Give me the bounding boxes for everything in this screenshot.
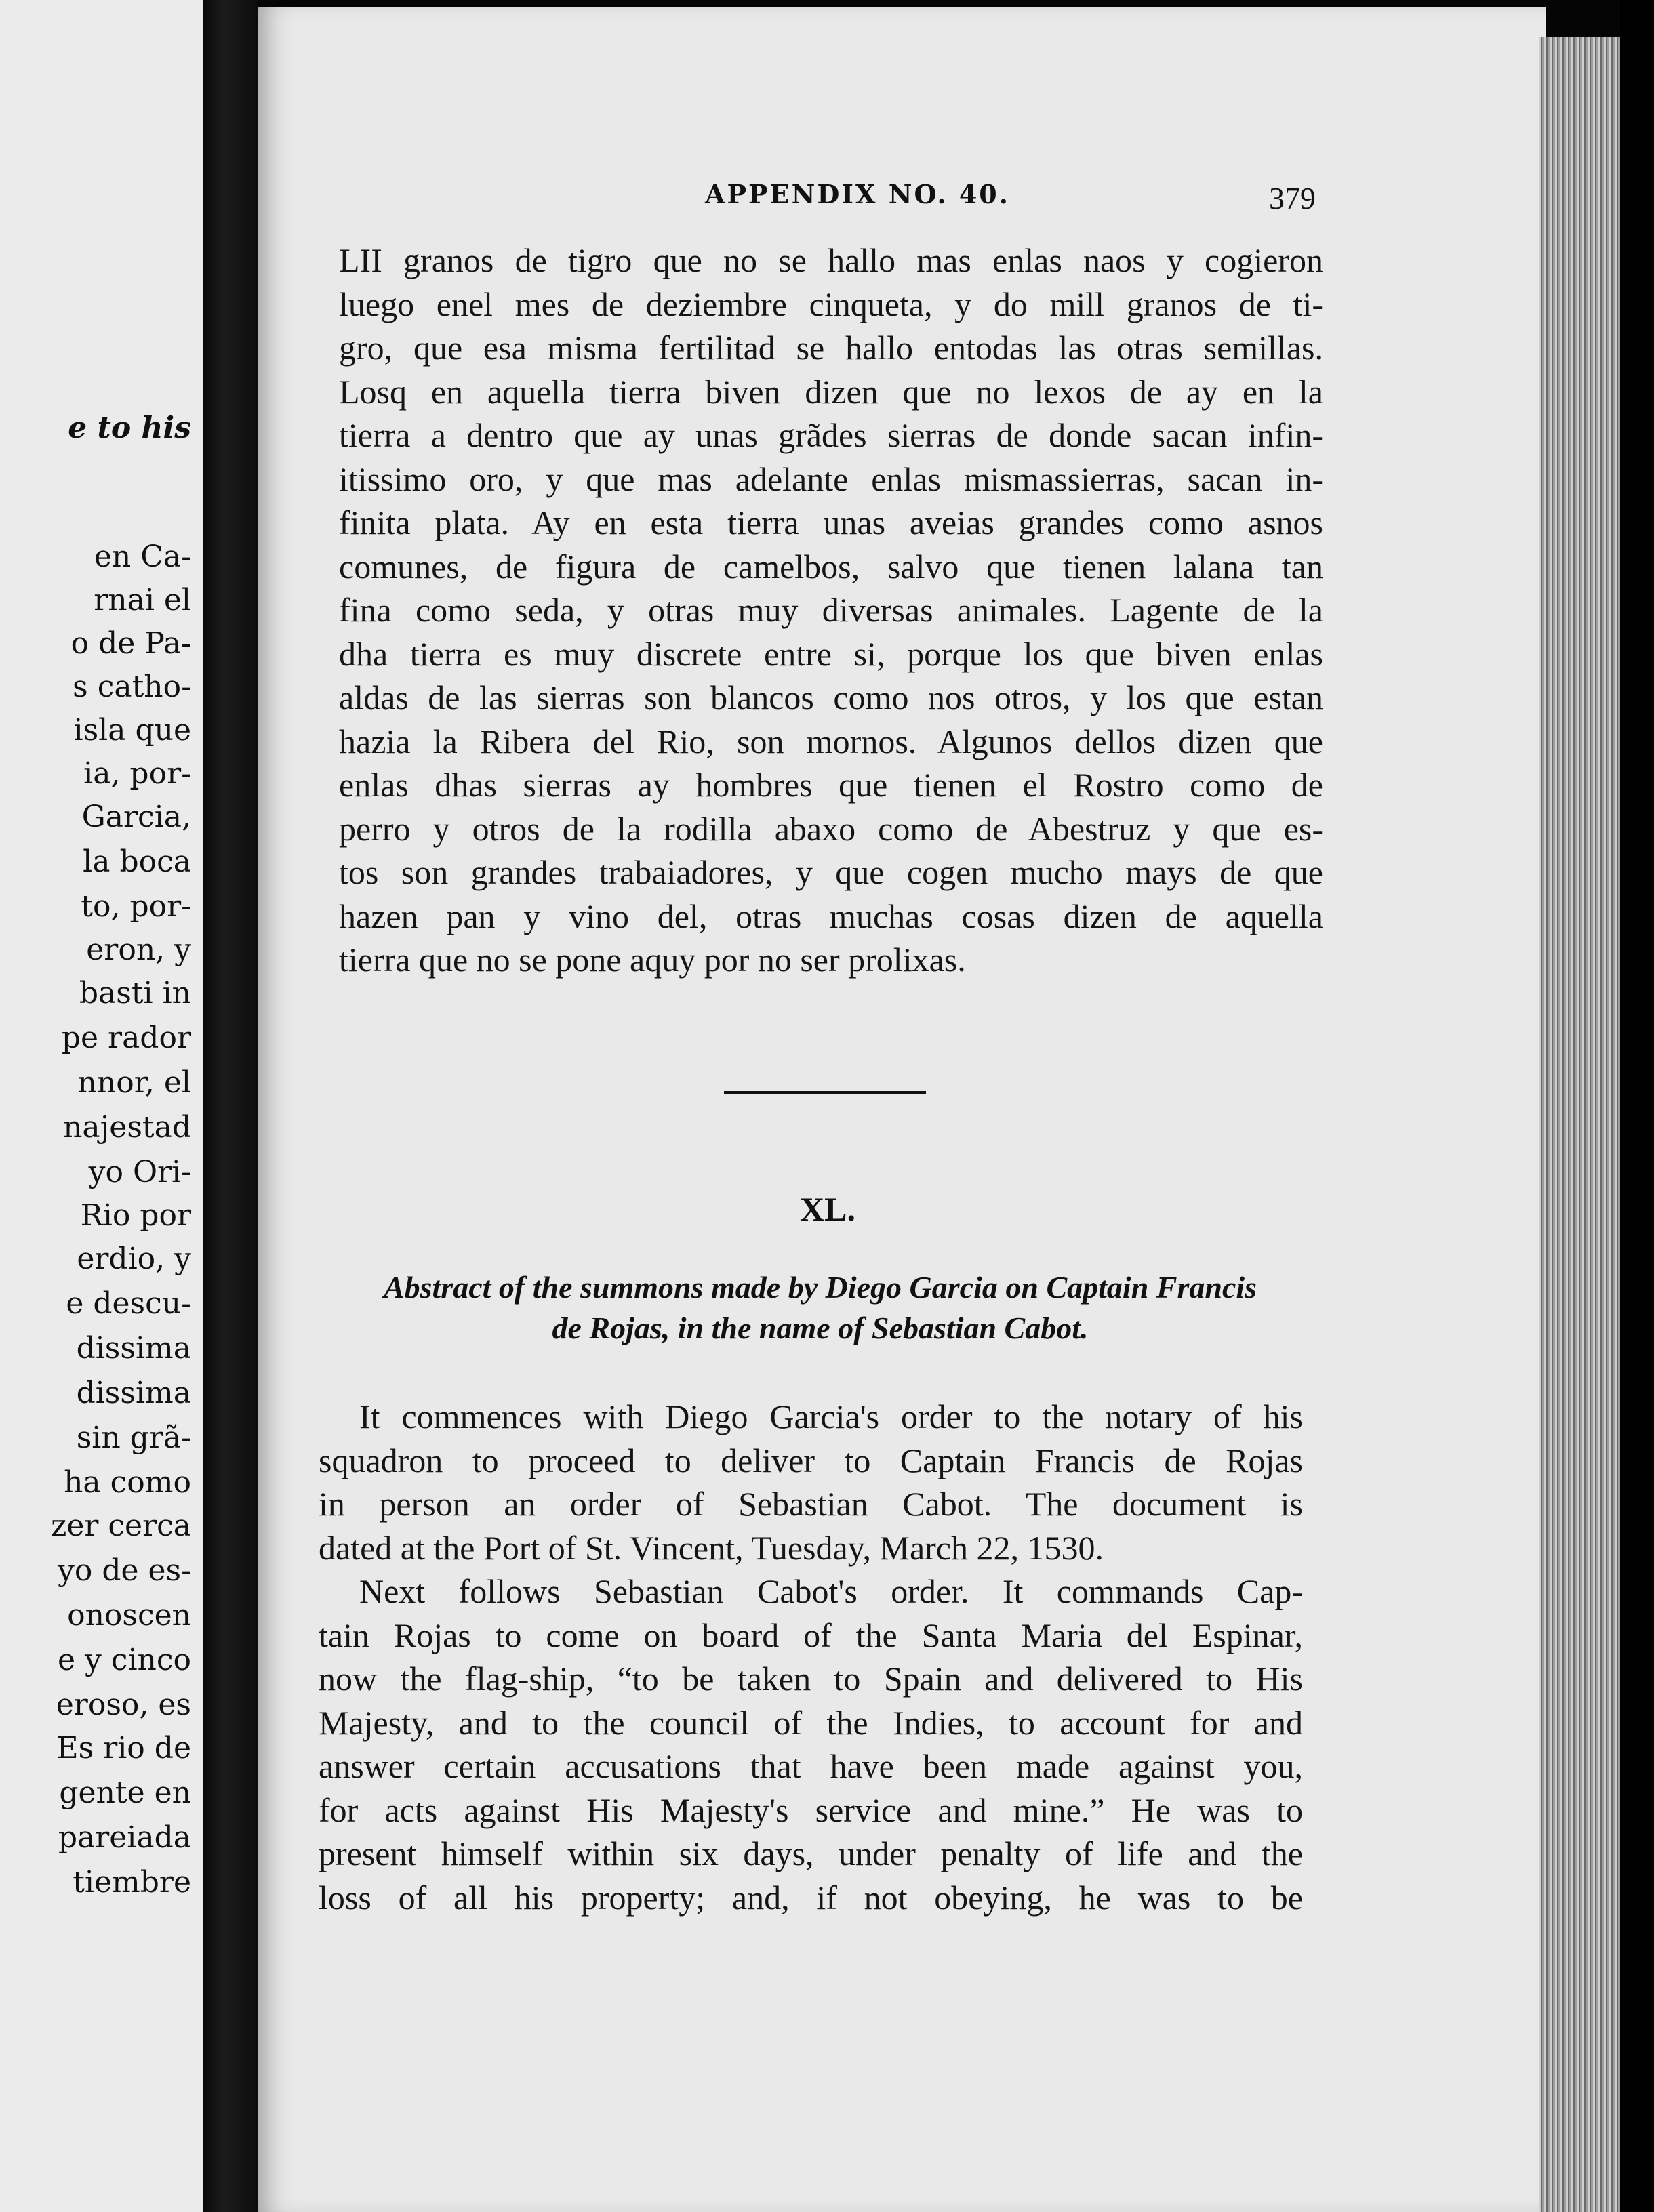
text-line: aldas de las sierras son blancos como nos otros, y los que estan [339,678,1323,716]
text-line: tain Rojas to come on board of the Santa Maria del Espinar, [319,1616,1303,1654]
text-line: LII granos de tigro que no se hallo mas enlas naos y cogieron [339,241,1323,279]
text-line: now the flag-ship, “to be taken to Spain and delivered to His [319,1660,1303,1698]
left-page-line: pe rador [61,1021,191,1055]
section-divider [724,1091,926,1094]
text-line: dha tierra es muy discrete entre si, porque los que biven enlas [339,634,1323,673]
left-page-line: gente en [59,1776,191,1810]
text-line: in person an order of Sebastian Cabot. The document is [319,1485,1303,1523]
left-page-line: s catho- [73,670,191,704]
left-page-line: e descu- [66,1286,191,1321]
left-page-line: eroso, es [56,1687,191,1722]
text-line: It commences with Diego Garcia's order to the notary of his [359,1397,1303,1435]
section-title-line: de Rojas, in the name of Sebastian Cabot. [552,1311,1089,1345]
left-page-line: dissima [76,1376,191,1410]
background-edge [1620,0,1654,2212]
text-line: luego enel mes de deziembre cinqueta, y do mill granos de ti- [339,285,1323,323]
text-line: comunes, de figura de camelbos, salvo que tienen lalana tan [339,547,1323,586]
left-page-line: zer cerca [51,1509,191,1543]
text-line: answer certain accusations that have been made against you, [319,1747,1303,1785]
left-page-line: to, por- [81,889,191,924]
text-line: enlas dhas sierras ay hombres que tienen el Rostro como de [339,766,1323,804]
text-line: gro, que esa misma fertilitad se hallo entodas las otras semillas. [339,329,1323,367]
text-line: tierra a dentro que ay unas grãdes sierras de donde sacan infin- [339,416,1323,454]
left-page-line: Rio por [80,1198,191,1233]
book-gutter [203,0,258,2212]
text-line: itissimo oro, y que mas adelante enlas mismassierras, sacan in- [339,459,1323,498]
text-line: loss of all his property; and, if not obeying, he was to be [319,1878,1303,1917]
left-page-line: tiembre [73,1865,191,1900]
text-line: Majesty, and to the council of the Indies, to account for and [319,1703,1303,1742]
text-line: fina como seda, y otras muy diversas animales. Lagente de la [339,591,1323,629]
left-page-line: Garcia, [81,800,191,834]
text-line: squadron to proceed to deliver to Captain Francis de Rojas [319,1441,1303,1479]
text-line: present himself within six days, under penalty of life and the [319,1835,1303,1872]
text-line: tos son grandes trabaiadores, y que cogen mucho mays de que [339,853,1323,891]
spanish-paragraph [339,239,1323,982]
left-page-line: ha como [64,1465,191,1500]
left-page-line: nnor, el [77,1065,191,1100]
left-page-line: yo Ori- [88,1155,191,1189]
text-line: perro y otros de la rodilla abaxo como de Abestruz y que es- [339,809,1323,848]
english-paragraphs [319,1395,1303,1919]
left-page-line: onoscen [67,1598,191,1633]
left-page-line: yo de es- [57,1553,191,1588]
page-edges [1539,37,1620,2212]
left-page-line: dissima [76,1331,191,1366]
left-page-line: en Ca- [94,539,191,574]
left-page-line: o de Pa- [70,626,191,661]
text-line: Next follows Sebastian Cabot's order. It commands Cap- [359,1572,1303,1610]
text-line: hazia la Ribera del Rio, son mornos. Algunos dellos dizen que [339,722,1323,760]
left-page-line: e to his [68,411,191,445]
running-head: APPENDIX NO. 40. [705,179,1010,209]
section-number: XL. [800,1190,855,1228]
left-page-line: e y cinco [57,1643,191,1677]
left-page-line: basti in [79,976,191,1010]
left-page-line: isla que [73,713,191,747]
text-line: Losq en aquella tierra biven dizen que no lexos de ay en la [339,372,1323,411]
left-page-line: la boca [83,844,191,879]
text-line: tierra que no se pone aquy por no ser prolixas. [339,941,966,979]
left-page-fragment [0,0,203,2212]
page-number: 379 [1269,181,1316,216]
left-page-line: pareiada [58,1820,191,1855]
left-page-line: Es rio de [56,1731,191,1765]
text-line: dated at the Port of St. Vincent, Tuesday, March 22, 1530. [319,1528,1104,1567]
left-page-line: ia, por- [83,756,191,791]
text-line: hazen pan y vino del, otras muchas cosas dizen de aquella [339,897,1323,935]
left-page-line: sin grã- [76,1420,191,1455]
left-page-line: rnai el [94,583,191,617]
left-page-line: najestad [63,1110,191,1145]
section-title-line: Abstract of the summons made by Diego Garcia on Captain Francis [383,1270,1257,1305]
left-page-line: eron, y [86,933,191,967]
left-page-line: erdio, y [77,1242,191,1276]
text-line: for acts against His Majesty's service and mine.” He was to [319,1790,1303,1829]
text-line: finita plata. Ay en esta tierra unas aveias grandes como asnos [339,504,1323,541]
section-title [325,1267,1315,1349]
